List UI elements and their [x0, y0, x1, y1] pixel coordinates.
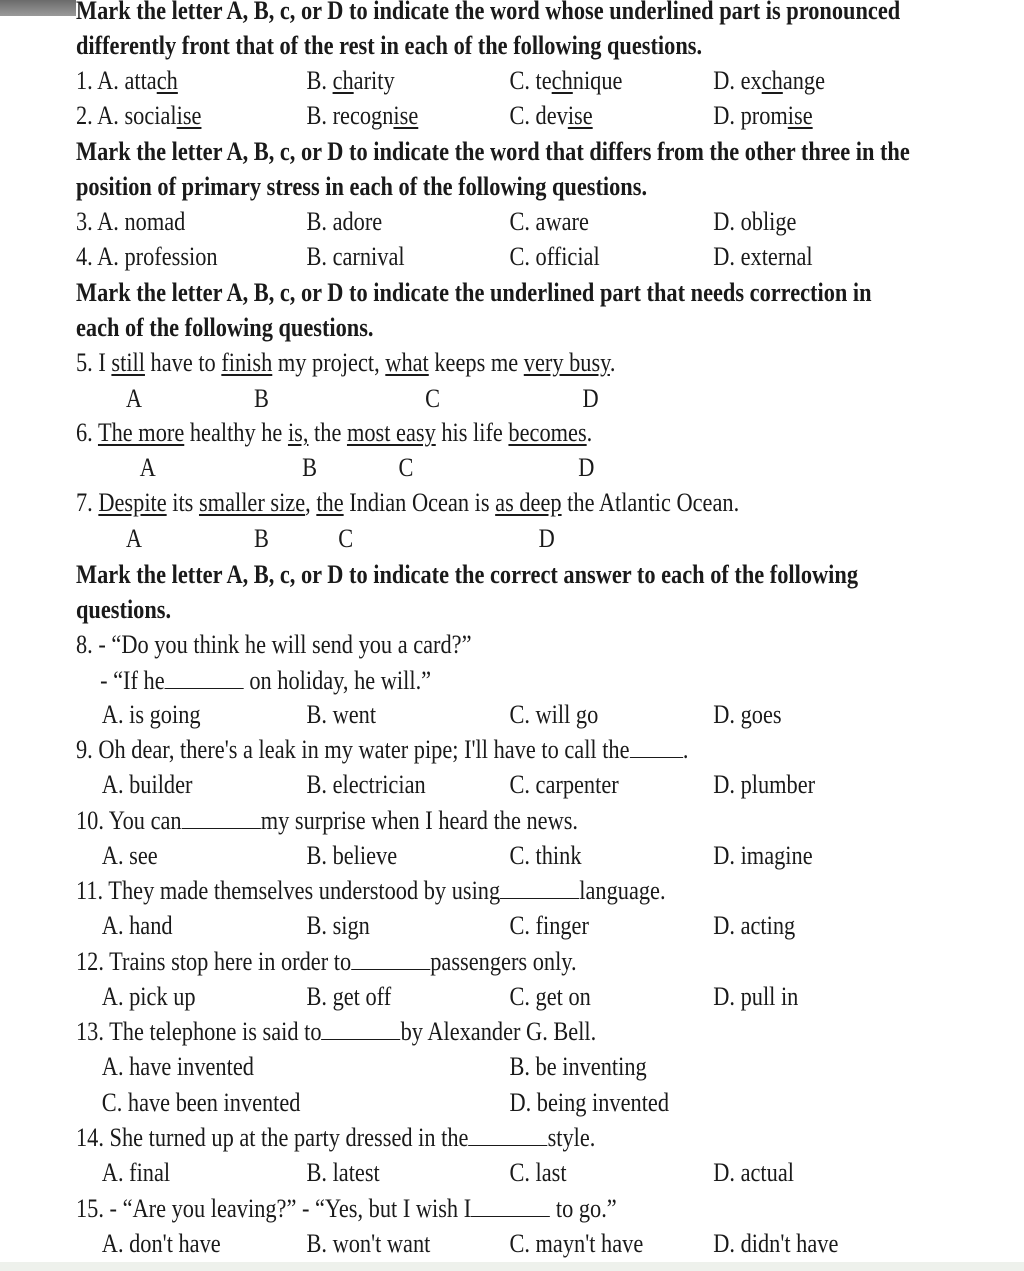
q9-option-c: C. carpenter	[509, 770, 619, 799]
q13-option-c: C. have been invented	[101, 1088, 301, 1117]
q7-letter-a: A	[125, 524, 143, 553]
q15-stem-post: to go.”	[550, 1194, 617, 1223]
q12-stem-pre: 12. Trains stop here in order to	[76, 947, 352, 976]
q3-option-c: C. aware	[509, 207, 589, 236]
q9-stem	[76, 735, 688, 765]
q13-stem-pre: 13. The telephone is said to	[76, 1017, 322, 1046]
q10-stem-post: my surprise when I heard the news.	[260, 806, 579, 835]
q1-b-text: arity	[353, 66, 395, 95]
q10-option-c: C. think	[509, 841, 582, 870]
q11-option-a: A. hand	[101, 911, 173, 940]
q8-stem-post: on holiday, he will.”	[243, 666, 432, 695]
q5-part-c: what	[385, 348, 429, 377]
q15-blank	[471, 1196, 550, 1217]
q2-option-a	[76, 101, 201, 131]
q5-part-b: finish	[221, 348, 273, 377]
correction-instruction-line2: each of the following questions.	[76, 313, 374, 342]
question-5	[76, 348, 615, 378]
q8-blank	[165, 668, 244, 689]
q1-a-underlined: ch	[156, 66, 178, 95]
stress-instruction-line2: position of primary stress in each of the following questions.	[76, 172, 648, 201]
q11-stem-post: language.	[579, 876, 666, 905]
q2-a-text: social	[124, 101, 177, 130]
q10-option-a: A. see	[101, 841, 158, 870]
q1-d-underlined: ch	[761, 66, 783, 95]
q2-option-c	[509, 101, 592, 131]
q5-text-3: keeps me	[428, 348, 524, 377]
q6-text-0: 6.	[76, 418, 98, 447]
correction-instruction-line1: Mark the letter A, B, c, or D to indicate the underlined part that needs correction in	[76, 278, 872, 307]
q11-stem	[76, 876, 666, 906]
q1-c-text: nique	[572, 66, 623, 95]
q13-option-d: D. being invented	[509, 1088, 670, 1117]
q5-letter-c: C	[425, 384, 441, 413]
q8-option-a: A. is going	[101, 700, 201, 729]
q7-part-d: as deep	[495, 488, 562, 517]
q10-stem-pre: 10. You can	[76, 806, 182, 835]
q12-stem	[76, 947, 577, 977]
q5-text-1: have to	[144, 348, 222, 377]
q2-a-underlined: ise	[176, 101, 202, 130]
q14-option-a: A. final	[101, 1158, 171, 1187]
q4-option-d: D. external	[713, 242, 813, 271]
q7-letter-d: D	[538, 524, 555, 553]
q2-number: 2. A.	[76, 101, 125, 130]
q7-text-3: Indian Ocean is	[343, 488, 496, 517]
q3-option-b: B. adore	[306, 207, 383, 236]
q11-option-c: C. finger	[509, 911, 589, 940]
q1-d-text: ange	[782, 66, 826, 95]
q15-option-a: A. don't have	[101, 1229, 221, 1258]
q7-part-a: Despite	[98, 488, 167, 517]
q8-stem-pre: - “If he	[100, 666, 165, 695]
q1-c-label: C. te	[509, 66, 552, 95]
q9-option-d: D. plumber	[713, 770, 816, 799]
q12-option-d: D. pull in	[713, 982, 799, 1011]
q9-stem-post: .	[682, 735, 689, 764]
q3-option-d: D. oblige	[713, 207, 797, 236]
bottom-edge-strip	[0, 1262, 1024, 1271]
q6-part-d: becomes	[508, 418, 587, 447]
q10-option-b: B. believe	[306, 841, 398, 870]
q5-text-2: my project,	[272, 348, 386, 377]
q7-text-1: its	[166, 488, 199, 517]
q5-text-0: 5. I	[76, 348, 112, 377]
q15-stem	[76, 1194, 617, 1224]
q11-blank	[500, 878, 579, 899]
q1-number: 1. A.	[76, 66, 125, 95]
q1-d-label: D. ex	[713, 66, 762, 95]
q2-d-underlined: ise	[787, 101, 813, 130]
answer-instruction-line1: Mark the letter A, B, c, or D to indicate the correct answer to each of the following	[76, 560, 859, 589]
q1-a-text: atta	[124, 66, 157, 95]
q4-option-a: 4. A. profession	[76, 242, 218, 271]
top-corner-shade	[0, 0, 76, 16]
q11-option-d: D. acting	[713, 911, 796, 940]
q13-option-b: B. be inventing	[509, 1052, 647, 1081]
q9-blank	[630, 737, 683, 758]
q6-part-b: is,	[287, 418, 309, 447]
q10-option-d: D. imagine	[713, 841, 813, 870]
q12-option-a: A. pick up	[101, 982, 196, 1011]
q11-stem-pre: 11. They made themselves understood by using	[76, 876, 501, 905]
q6-letter-b: B	[302, 453, 318, 482]
q8-option-b: B. went	[306, 700, 377, 729]
question-7	[76, 488, 739, 518]
q14-stem-pre: 14. She turned up at the party dressed in the	[76, 1123, 469, 1152]
q6-text-2: the	[308, 418, 347, 447]
q2-c-text: C. dev	[509, 101, 568, 130]
q8-stem-line1: 8. - “Do you think he will send you a card?”	[76, 630, 472, 659]
q9-stem-pre: 9. Oh dear, there's a leak in my water pipe; I'll have to call the	[76, 735, 630, 764]
q12-option-c: C. get on	[509, 982, 591, 1011]
q12-stem-post: passengers only.	[430, 947, 577, 976]
q3-option-a: 3. A. nomad	[76, 207, 186, 236]
q11-option-b: B. sign	[306, 911, 370, 940]
q7-letter-c: C	[338, 524, 354, 553]
q13-blank	[322, 1019, 401, 1040]
q4-option-b: B. carnival	[306, 242, 405, 271]
q15-option-b: B. won't want	[306, 1229, 431, 1258]
q1-b-label: B.	[306, 66, 333, 95]
q1-c-underlined: ch	[551, 66, 573, 95]
q10-blank	[182, 808, 261, 829]
q13-stem-post: by Alexander G. Bell.	[400, 1017, 597, 1046]
q15-stem-pre: 15. - “Are you leaving?” - “Yes, but I wish I	[76, 1194, 472, 1223]
pronunciation-instruction-line2: differently front that of the rest in each of the following questions.	[76, 31, 703, 60]
q5-text-4: .	[609, 348, 616, 377]
q9-option-b: B. electrician	[306, 770, 426, 799]
q1-option-c	[509, 66, 622, 96]
q6-part-a: The more	[97, 418, 185, 447]
q2-c-underlined: ise	[567, 101, 593, 130]
q14-stem	[76, 1123, 595, 1153]
q5-letter-a: A	[125, 384, 143, 413]
q2-b-text: B. recogn	[306, 101, 394, 130]
q1-option-d	[713, 66, 825, 96]
q7-part-c: the	[316, 488, 344, 517]
q15-option-c: C. mayn't have	[509, 1229, 644, 1258]
q5-part-a: still	[111, 348, 145, 377]
q15-option-d: D. didn't have	[713, 1229, 839, 1258]
q10-stem	[76, 806, 578, 836]
question-6	[76, 418, 592, 448]
q6-letter-a: A	[139, 453, 156, 482]
pronunciation-instruction-line1: Mark the letter A, B, c, or D to indicate the word whose underlined part is pronounced	[76, 0, 901, 25]
q8-option-d: D. goes	[713, 700, 782, 729]
stress-instruction-line1: Mark the letter A, B, c, or D to indicate the word that differs from the other three in the	[76, 137, 910, 166]
q12-option-b: B. get off	[306, 982, 392, 1011]
q6-part-c: most easy	[346, 418, 436, 447]
q6-text-1: healthy he	[184, 418, 288, 447]
q14-option-b: B. latest	[306, 1158, 380, 1187]
q8-option-c: C. will go	[509, 700, 599, 729]
q7-text-2: ,	[305, 488, 317, 517]
q1-option-a	[76, 66, 178, 96]
answer-instruction-line2: questions.	[76, 595, 172, 624]
q5-letter-d: D	[582, 384, 599, 413]
q13-option-a: A. have invented	[101, 1052, 254, 1081]
q4-option-c: C. official	[509, 242, 600, 271]
q6-letter-d: D	[578, 453, 595, 482]
q1-b-underlined: ch	[332, 66, 354, 95]
q7-letter-b: B	[254, 524, 269, 553]
q2-d-text: D. prom	[713, 101, 788, 130]
q5-part-d: very busy	[523, 348, 610, 377]
q2-option-d	[713, 101, 812, 131]
q6-text-3: his life	[435, 418, 509, 447]
q14-stem-post: style.	[547, 1123, 596, 1152]
q14-option-d: D. actual	[713, 1158, 794, 1187]
q13-stem	[76, 1017, 596, 1047]
q8-stem-line2	[100, 666, 431, 696]
q6-letter-c: C	[398, 453, 414, 482]
q7-text-0: 7.	[76, 488, 99, 517]
q5-letter-b: B	[254, 384, 269, 413]
q7-part-b: smaller size	[198, 488, 306, 517]
q14-blank	[468, 1125, 547, 1146]
q2-b-underlined: ise	[393, 101, 419, 130]
q12-blank	[351, 949, 430, 970]
q1-option-b	[306, 66, 394, 96]
q6-text-4: .	[586, 418, 593, 447]
q14-option-c: C. last	[509, 1158, 567, 1187]
q2-option-b	[306, 101, 418, 131]
q9-option-a: A. builder	[101, 770, 193, 799]
q7-text-4: the Atlantic Ocean.	[561, 488, 740, 517]
